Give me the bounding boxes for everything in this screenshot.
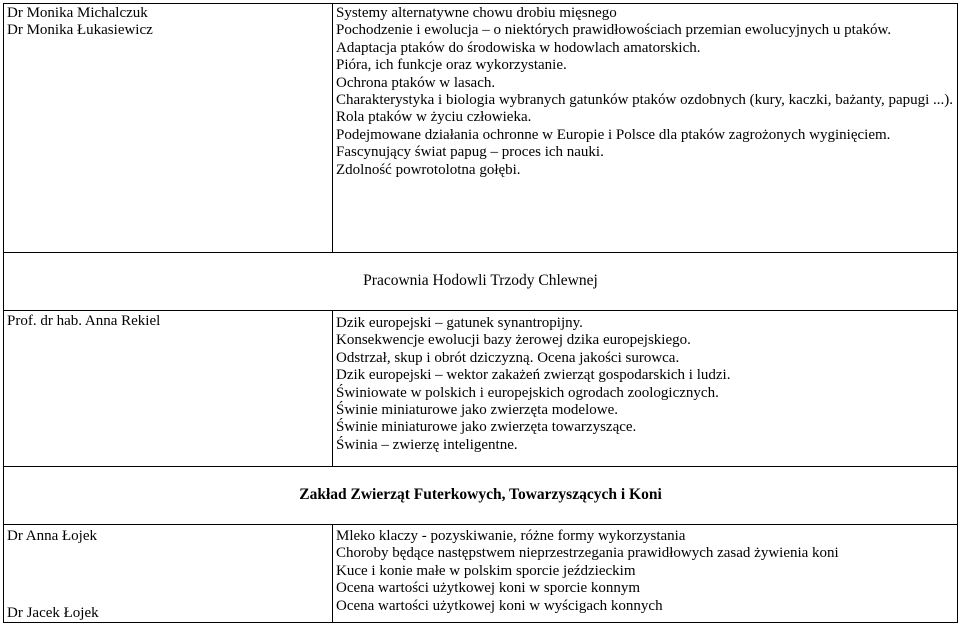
thesis-topics-table	[3, 3, 958, 623]
topic-item: Rola ptaków w życiu człowieka.	[336, 109, 532, 126]
topic-item: Choroby będące następstwem nieprzestrzegania prawidłowych zasad żywienia koni	[336, 545, 839, 562]
lecturer-names	[7, 528, 329, 622]
topic-item: Dzik europejski – wektor zakażeń zwierząt gospodarskich i ludzi.	[336, 367, 731, 384]
table-row	[4, 525, 958, 623]
topic-item: Ocena wartości użytkowej koni w sporcie konnym	[336, 580, 641, 597]
topic-item: Konsekwencje ewolucji bazy żerowej dzika europejskiego.	[336, 332, 691, 349]
section-header-cell	[4, 467, 958, 525]
topic-item: Systemy alternatywne chowu drobiu mięsnego	[336, 5, 617, 21]
topic-item: Zdolność powrotolotna gołębi.	[336, 161, 521, 178]
topic-item: Podejmowane działania ochronne w Europie i Polsce dla ptaków zagrożonych wyginięciem.	[336, 126, 891, 143]
topics-cell	[333, 311, 958, 467]
topic-item: Świnie miniaturowe jako zwierzęta towarzyszące.	[336, 419, 637, 436]
section-header-row	[4, 253, 958, 311]
topic-item: Pochodzenie i ewolucja – o niektórych prawidłowościach przemian ewolucyjnych u ptaków.	[336, 22, 892, 39]
section-header-cell	[4, 253, 958, 311]
lecturer-name: Dr Monika Michalczuk	[7, 5, 148, 21]
topic-item: Pióra, ich funkcje oraz wykorzystanie.	[336, 57, 567, 74]
lecturer-name: Prof. dr hab. Anna Rekiel	[7, 313, 161, 329]
table-row	[4, 311, 958, 467]
topic-item: Świnia – zwierzę inteligentne.	[336, 436, 518, 453]
lecturer-name: Dr Jacek Łojek	[7, 604, 99, 621]
lecturer-name: Dr Anna Łojek	[7, 528, 97, 544]
topic-item: Świniowate w polskich i europejskich ogrodach zoologicznych.	[336, 384, 719, 401]
topics-cell	[333, 4, 958, 253]
topic-item: Ochrona ptaków w lasach.	[336, 74, 496, 91]
topic-item: Świnie miniaturowe jako zwierzęta modelowe.	[336, 402, 618, 419]
section-header-row	[4, 467, 958, 525]
topic-item: Dzik europejski – gatunek synantropijny.	[336, 315, 583, 331]
topics-cell	[333, 525, 958, 623]
lecturer-name: Dr Monika Łukasiewicz	[7, 22, 153, 39]
topic-item: Odstrzał, skup i obrót dziczyzną. Ocena jakości surowca.	[336, 349, 680, 366]
topic-item: Fascynujący świat papug – proces ich nauki.	[336, 144, 604, 161]
topic-item: Ocena wartości użytkowej koni w wyścigach konnych	[336, 597, 663, 614]
table-row	[4, 4, 958, 253]
topic-item: Kuce i konie małe w polskim sporcie jeździeckim	[336, 562, 636, 579]
section-title-pig-breeding: Pracownia Hodowli Trzody Chlewnej	[363, 272, 598, 290]
section-title-fur-animals: Zakład Zwierząt Futerkowych, Towarzyszących i Koni	[299, 486, 662, 504]
topic-item: Adaptacja ptaków do środowiska w hodowlach amatorskich.	[336, 39, 701, 56]
lecturer-cell	[4, 311, 333, 467]
lecturer-cell	[4, 525, 333, 623]
lecturer-cell	[4, 4, 333, 253]
topic-item: Mleko klaczy - pozyskiwanie, różne formy wykorzystania	[336, 528, 686, 544]
topic-item: Charakterystyka i biologia wybranych gatunków ptaków ozdobnych (kury, kaczki, bażanty, papugi ...).	[336, 92, 954, 109]
